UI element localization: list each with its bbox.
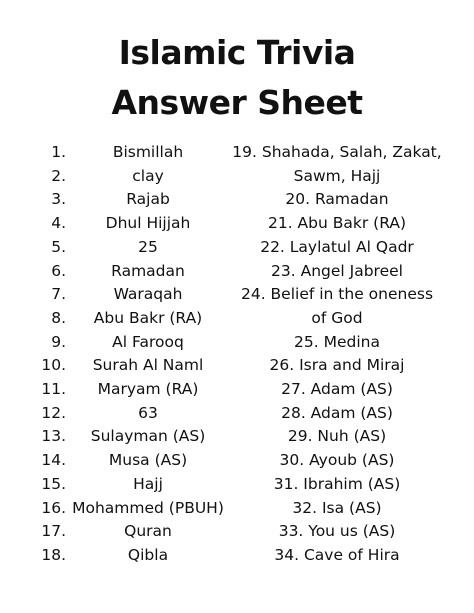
answer-number: 1. — [51, 143, 66, 161]
answer-text: 31. Ibrahim (AS) — [273, 474, 401, 493]
answer-text: Waraqah — [113, 285, 183, 304]
answer-text: 34. Cave of Hira — [274, 545, 400, 564]
answer-text: 27. Adam (AS) — [281, 380, 393, 398]
answer-row — [0, 164, 474, 188]
answer-text: 24. Belief in the oneness — [240, 285, 434, 304]
answer-number: 6. — [51, 261, 66, 280]
answer-number: 18. — [41, 545, 66, 564]
answer-text: Bismillah — [112, 143, 184, 161]
answer-text: Qibla — [127, 545, 169, 564]
answer-number: 3. — [51, 190, 66, 209]
answer-number: 17. — [41, 522, 66, 541]
answer-text: Al Farooq — [112, 332, 184, 351]
answer-text: Mohammed (PBUH) — [72, 498, 224, 517]
answer-number: 4. — [51, 214, 66, 233]
answer-row — [0, 543, 474, 567]
answer-number: 12. — [41, 403, 66, 422]
answer-text: Maryam (RA) — [97, 380, 199, 398]
answer-row — [0, 330, 474, 354]
answer-text: Rajab — [126, 190, 170, 209]
answer-text: Ramadan — [111, 261, 185, 280]
answer-text: Hajj — [133, 474, 163, 493]
answer-text: Quran — [124, 522, 172, 541]
answer-row — [0, 496, 474, 520]
answer-number: 15. — [41, 474, 66, 493]
answer-text: 32. Isa (AS) — [292, 498, 382, 517]
answer-row — [0, 306, 474, 330]
answer-number: 11. — [41, 380, 66, 398]
answer-row — [0, 282, 474, 306]
answer-text: Musa (AS) — [108, 451, 188, 470]
answer-row — [0, 401, 474, 425]
answer-text: Sawm, Hajj — [293, 166, 381, 185]
answer-text: 22. Laylatul Al Qadr — [260, 237, 414, 256]
answer-number: 9. — [51, 332, 66, 351]
answer-number: 10. — [41, 356, 66, 375]
answer-text: 63 — [138, 403, 158, 422]
answer-text: 25. Medina — [294, 332, 380, 351]
answer-number: 2. — [51, 166, 66, 185]
answer-text: 21. Abu Bakr (RA) — [267, 214, 407, 233]
page-title-line-1: Islamic Trivia — [118, 33, 356, 72]
answer-number: 14. — [41, 451, 66, 470]
answer-number: 5. — [51, 237, 66, 256]
answer-text: 29. Nuh (AS) — [287, 427, 387, 446]
answer-row — [0, 424, 474, 448]
answer-text: 30. Ayoub (AS) — [279, 451, 395, 470]
answer-row — [0, 259, 474, 283]
answer-text: Abu Bakr (RA) — [93, 308, 203, 327]
answer-number: 13. — [41, 427, 66, 446]
answer-row — [0, 353, 474, 377]
answer-text: 25 — [138, 237, 158, 256]
answer-row — [0, 235, 474, 259]
answer-row — [0, 448, 474, 472]
page-title-line-2: Answer Sheet — [111, 83, 363, 122]
answer-row — [0, 472, 474, 496]
answer-row — [0, 519, 474, 543]
answer-text: 26. Isra and Miraj — [269, 356, 405, 375]
answer-number: 7. — [51, 285, 66, 304]
answer-text: 19. Shahada, Salah, Zakat, — [232, 143, 442, 161]
answer-row — [0, 211, 474, 235]
answer-text: of God — [311, 308, 363, 327]
answer-text: Dhul Hijjah — [105, 214, 191, 233]
answer-text: 23. Angel Jabreel — [271, 261, 403, 280]
answer-row — [0, 187, 474, 211]
answer-text: Sulayman (AS) — [90, 427, 206, 446]
answer-text: clay — [132, 166, 164, 185]
answer-row — [0, 377, 474, 401]
answer-number: 8. — [51, 308, 66, 327]
answer-text: 28. Adam (AS) — [281, 403, 393, 422]
answer-row — [0, 140, 474, 164]
answer-number: 16. — [41, 498, 66, 517]
answer-text: Surah Al Naml — [92, 356, 204, 375]
answer-text: 20. Ramadan — [285, 190, 389, 209]
answer-text: 33. You us (AS) — [278, 522, 396, 541]
